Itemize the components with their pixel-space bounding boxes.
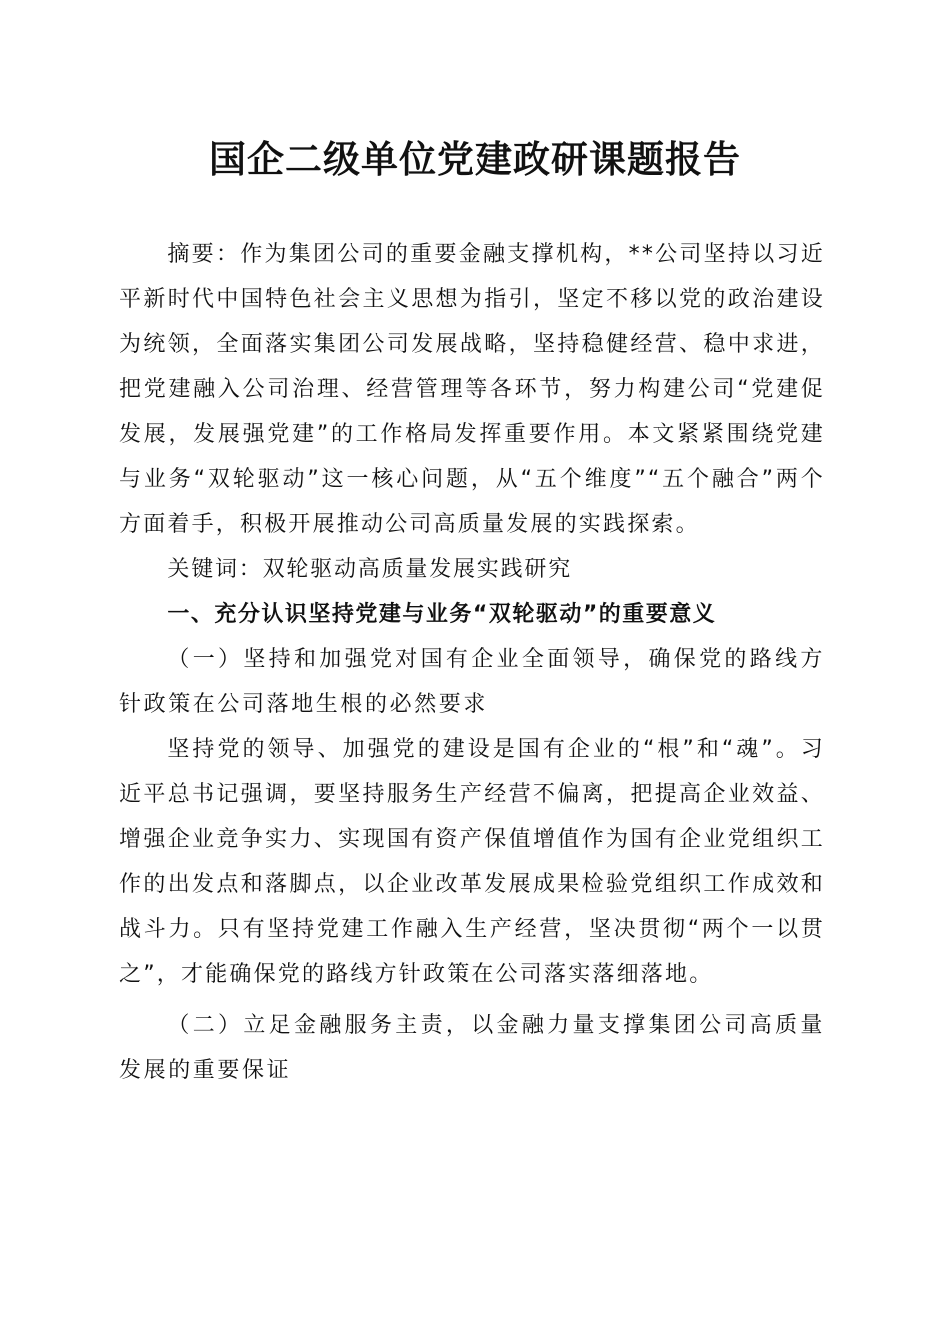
document-title: 国企二级单位党建政研课题报告 (209, 137, 741, 181)
document-body (119, 232, 825, 1093)
abstract-paragraph: 摘要：作为集团公司的重要金融支撑机构，**公司坚持以习近平新时代中国特色社会主义思想为指引，坚定不移以党的政治建设为统领，全面落实集团公司发展战略，坚持稳健经营、稳中求进，把党建融入公司治理、经营管理等各环节，努力构建公司“党建促发展，发展强党建”的工作格局发挥重要作用。本文紧紧围绕党建与业务“双轮驱动”这一核心问题，从“五个维度”“五个融合”两个方面着手，积极开展推动公司高质量发展的实践探索。 (119, 242, 825, 537)
subsection-heading: （一）坚持和加强党对国有企业全面领导，确保党的路线方针政策在公司落地生根的必然要求 (119, 647, 825, 717)
section-heading: 一、充分认识坚持党建与业务“双轮驱动”的重要意义 (167, 602, 717, 627)
subsection-heading: （二）立足金融服务主责，以金融力量支撑集团公司高质量发展的重要保证 (119, 1013, 825, 1083)
keywords-paragraph: 关键词：双轮驱动高质量发展实践研究 (167, 557, 572, 582)
body-paragraph: 坚持党的领导、加强党的建设是国有企业的“根”和“魂”。习近平总书记强调，要坚持服务生产经营不偏离，把提高企业效益、增强企业竞争实力、实现国有资产保值增值作为国有企业党组织工作的出发点和落脚点，以企业改革发展成果检验党组织工作成效和战斗力。只有坚持党建工作融入生产经营，坚决贯彻“两个一以贯之”，才能确保党的路线方针政策在公司落实落细落地。 (119, 737, 825, 987)
